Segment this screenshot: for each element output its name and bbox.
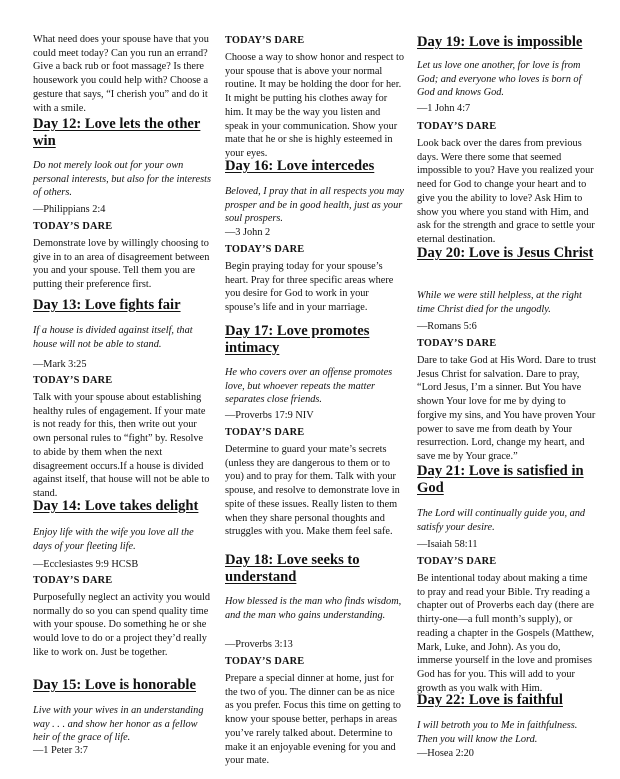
day19-reference: —1 John 4:7 bbox=[417, 103, 471, 114]
day16-dare-label: TODAY’S DARE bbox=[225, 244, 305, 255]
day14-verse: Enjoy life with the wife you love all the days of your fleeting life. bbox=[33, 527, 194, 552]
day14-dare-text: Purposefully neglect an activity you would normally do so you can spend quality time with your spouse. Do something he or she would love to do or a project they’d really like to work on. Just be together. bbox=[33, 592, 211, 658]
day14-reference: —Ecclesiastes 9:9 HCSB bbox=[33, 559, 139, 570]
day20-dare-label: TODAY’S DARE bbox=[417, 338, 497, 349]
day14-dare-label: TODAY’S DARE bbox=[33, 575, 113, 586]
day16-heading: Day 16: Love intercedes bbox=[225, 158, 375, 174]
day18-dare-label: TODAY’S DARE bbox=[225, 656, 305, 667]
day20-reference: —Romans 5:6 bbox=[417, 321, 477, 332]
day16-dare-text: Begin praying today for your spouse’s heart. Pray for three specific areas where you desire for God to work in your spouse’s life and in your marriage. bbox=[225, 261, 394, 314]
day17-heading: Day 17: Love promotes intimacy bbox=[225, 323, 370, 356]
day13-dare-label: TODAY’S DARE bbox=[33, 375, 113, 386]
day17-reference: —Proverbs 17:9 NIV bbox=[225, 410, 314, 421]
day22-verse: I will betroth you to Me in faithfulness. Then you will know the Lord. bbox=[417, 720, 578, 745]
day20-dare-text: Dare to take God at His Word. Dare to trust Jesus Christ for salvation. Dare to pray, “Lord Jesus, I’m a sinner. But You have shown Your love for me by dying to forgive my sins, and You have proven Your power to save me from death by Your resurrection. Lord, change my heart, and save me by Your grace.” bbox=[417, 355, 597, 462]
day11-dare-text: What need does your spouse have that you could meet today? Can you run an errand? Give a back rub or foot massage? Is there housework you could help with? Choose a gesture that says, “I cherish you” and do it with a smile. bbox=[33, 34, 209, 114]
day22-heading: Day 22: Love is faithful bbox=[417, 692, 563, 708]
day15-heading: Day 15: Love is honorable bbox=[33, 677, 196, 693]
day19-verse: Let us love one another, for love is from God; and everyone who loves is born of God and knows God. bbox=[417, 60, 582, 98]
day15-dare-text: Choose a way to show honor and respect to your spouse that is above your normal routine. It may be holding the door for her. It might be putting his clothes away for him. It may be the way you listen and speak in your communication. Show your mate that he or she is highly esteemed in your eyes. bbox=[225, 52, 405, 159]
day13-dare-text: Talk with your spouse about establishing healthy rules of engagement. If your mate is not ready for this, then write out your own personal rules to “fight” by. Resolve to abide by them when the next disagreement occurs.If a house is divided against itself, that house will not be able to stand. bbox=[33, 392, 210, 499]
day22-reference: —Hosea 2:20 bbox=[417, 748, 474, 759]
day20-heading: Day 20: Love is Jesus Christ bbox=[417, 245, 594, 261]
day13-verse: If a house is divided against itself, that house will not be able to stand. bbox=[33, 325, 193, 350]
day19-dare-text: Look back over the dares from previous days. Were there some that seemed impossible to you? Have you realized your need for God to change your heart and to give you the ability to love? Ask Him to show you where you stand with Him, and ask for the strength and grace to settle your eternal destination. bbox=[417, 138, 595, 245]
day20-verse: While we were still helpless, at the right time Christ died for the ungodly. bbox=[417, 290, 582, 315]
day12-heading: Day 12: Love lets the other win bbox=[33, 116, 201, 149]
day21-heading: Day 21: Love is satisfied in God bbox=[417, 463, 584, 496]
day15-reference: —1 Peter 3:7 bbox=[33, 745, 88, 756]
day12-dare-text: Demonstrate love by willingly choosing to give in to an area of disagreement between you and your spouse. Tell them you are putting their preference first. bbox=[33, 238, 210, 291]
day21-reference: —Isaiah 58:11 bbox=[417, 539, 478, 550]
day19-dare-label: TODAY’S DARE bbox=[417, 121, 497, 132]
day17-dare-label: TODAY’S DARE bbox=[225, 427, 305, 438]
day19-heading: Day 19: Love is impossible bbox=[417, 34, 583, 50]
day17-verse: He who covers over an offense promotes love, but whoever repeats the matter separates close friends. bbox=[225, 367, 393, 405]
day15-verse: Live with your wives in an understanding way . . . and show her honor as a fellow heir of the grace of life. bbox=[33, 705, 204, 743]
day21-dare-label: TODAY’S DARE bbox=[417, 556, 497, 567]
day14-heading: Day 14: Love takes delight bbox=[33, 498, 199, 514]
day13-reference: —Mark 3:25 bbox=[33, 359, 87, 370]
day15-dare-label: TODAY’S DARE bbox=[225, 35, 305, 46]
day12-verse: Do not merely look out for your own personal interests, but also for the interests of others. bbox=[33, 160, 211, 198]
day21-dare-text: Be intentional today about making a time to pray and read your Bible. Try reading a chapter out of Proverbs each day (there are thirty-one—a full month’s supply), or reading a chapter in the Gospels (Matthew, Mark, Luke, and John). As you do, immerse yourself in the love and promises God has for you. This will add to your growth as you walk with Him. bbox=[417, 573, 594, 694]
day17-dare-text: Determine to guard your mate’s secrets (unless they are dangerous to them or to you) and to pray for them. Talk with your spouse, and resolve to demonstrate love in spite of these issues. Really listen to them when they share personal thoughts and struggles with you. Make them feel safe. bbox=[225, 444, 400, 538]
day16-reference: —3 John 2 bbox=[225, 227, 271, 238]
day18-dare-text: Prepare a special dinner at home, just for the two of you. The dinner can be as nice as you prefer. Focus this time on getting to know your spouse better, perhaps in areas you’ve rarely talked about. Determine to make it an enjoyable evening for you and your mate. bbox=[225, 673, 401, 767]
day12-dare-label: TODAY’S DARE bbox=[33, 221, 113, 232]
day12-reference: —Philippians 2:4 bbox=[33, 204, 106, 215]
day13-heading: Day 13: Love fights fair bbox=[33, 297, 181, 313]
day18-verse: How blessed is the man who finds wisdom, and the man who gains understanding. bbox=[225, 596, 402, 621]
day18-heading: Day 18: Love seeks to understand bbox=[225, 552, 360, 585]
day18-reference: —Proverbs 3:13 bbox=[225, 639, 293, 650]
day21-verse: The Lord will continually guide you, and satisfy your desire. bbox=[417, 508, 586, 533]
day16-verse: Beloved, I pray that in all respects you may prosper and be in good health, just as your soul prospers. bbox=[225, 186, 404, 224]
